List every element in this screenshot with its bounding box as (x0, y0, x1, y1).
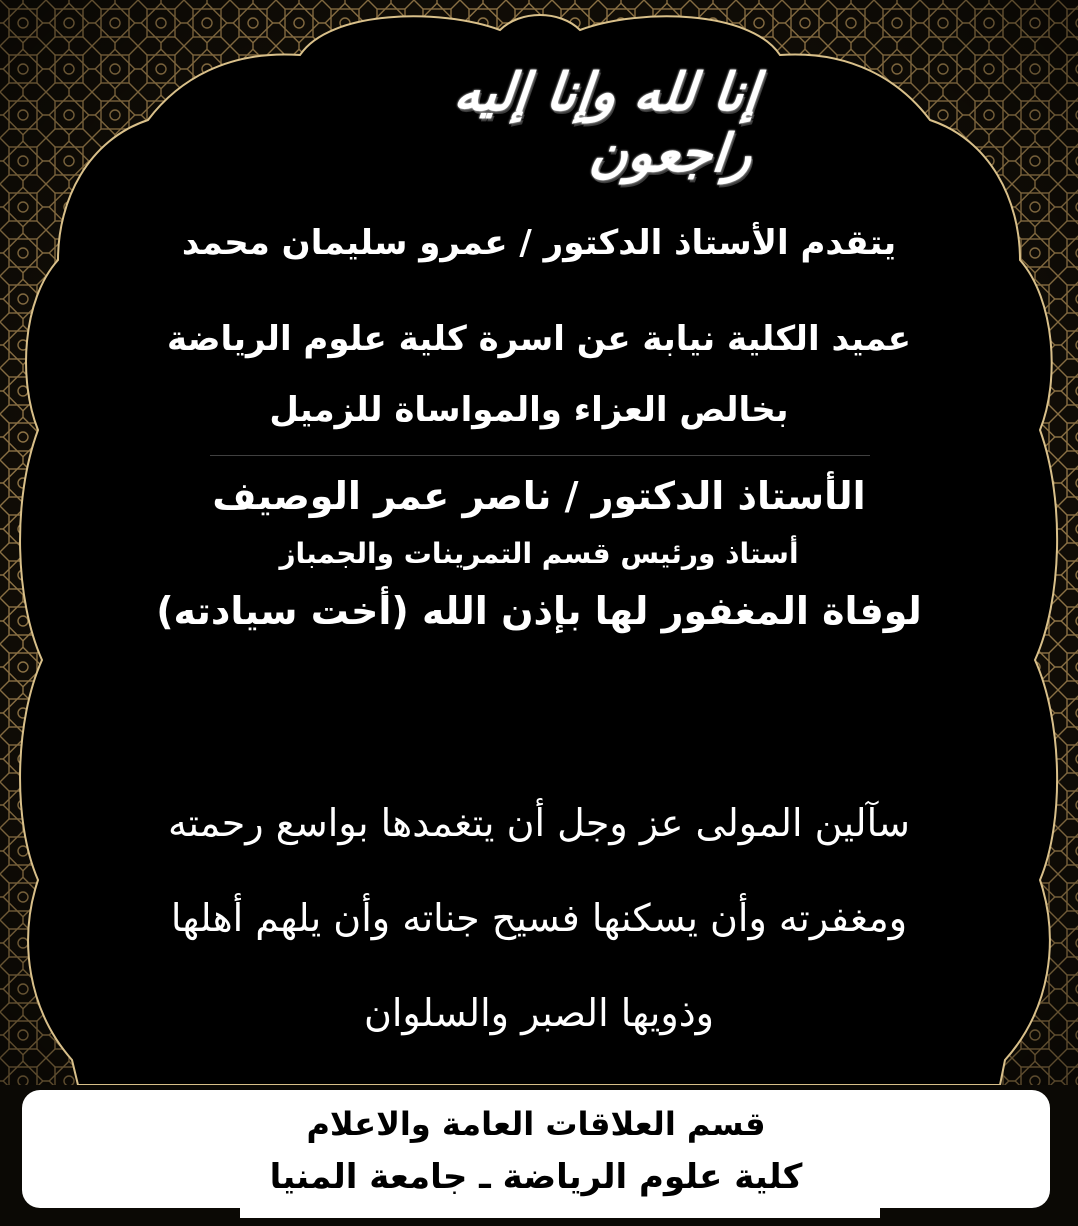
footer-underbar (240, 1208, 880, 1218)
dean-line: عميد الكلية نيابة عن اسرة كلية علوم الرياضة (167, 319, 911, 359)
prayer-line-3: وذويها الصبر والسلوان (363, 991, 715, 1035)
footer-department: قسم العلاقات العامة والاعلام (306, 1105, 766, 1143)
condolence-line: بخالص العزاء والمواساة للزميل (269, 390, 789, 430)
prayer-line-1: سآلين المولى عز وجل أن يتغمدها بواسع رحمته (167, 801, 911, 845)
prayer-line-2: ومغفرته وأن يسكنها فسيح جناته وأن يلهم أهلها (170, 896, 908, 940)
deceased-line: لوفاة المغفور لها بإذن الله (أخت سيادته) (156, 589, 922, 633)
divider-line (210, 455, 870, 456)
colleague-title: أستاذ ورئيس قسم التمرينات والجمباز (279, 537, 799, 570)
calligraphy-heading: إنا لله وإنا إليه راجعون (451, 62, 762, 184)
footer-institution: كلية علوم الرياضة ـ جامعة المنيا (269, 1157, 803, 1197)
colleague-name: الأستاذ الدكتور / ناصر عمر الوصيف (212, 474, 866, 518)
intro-line: يتقدم الأستاذ الدكتور / عمرو سليمان محمد (181, 223, 897, 263)
